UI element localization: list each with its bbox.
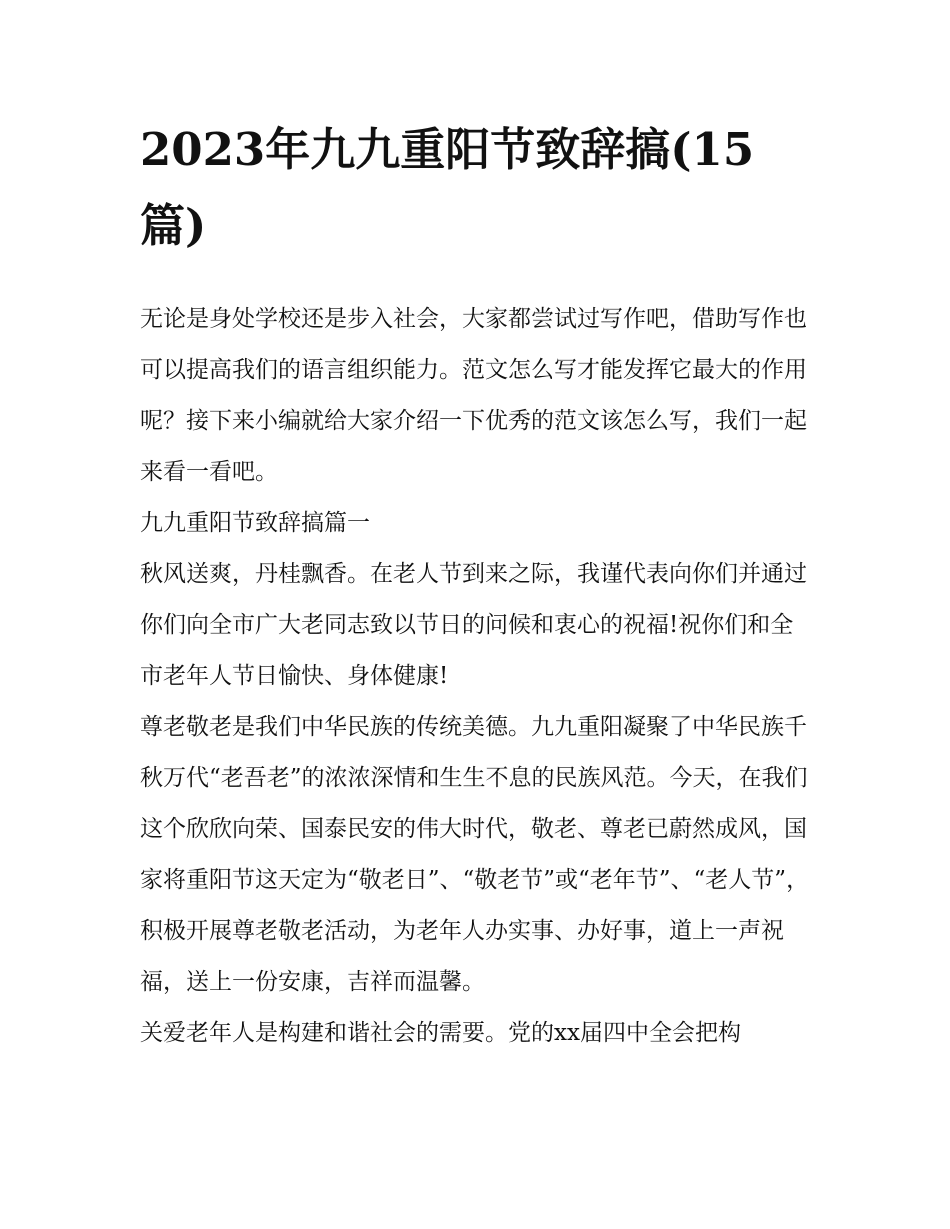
document-page bbox=[140, 112, 812, 1059]
paragraph-intro: 无论是身处学校还是步入社会，大家都尝试过写作吧，借助写作也可以提高我们的语言组织能力。范文怎么写才能发挥它最大的作用呢？接下来小编就给大家介绍一下优秀的范文该怎么写，我们一起来看一看吧。 bbox=[140, 306, 807, 485]
document-body bbox=[140, 294, 812, 1059]
paragraph: 尊老敬老是我们中华民族的传统美德。九九重阳凝聚了中华民族千秋万代“老吾老”的浓浓深情和生生不息的民族风范。今天，在我们这个欣欣向荣、国泰民安的伟大时代，敬老、尊老已蔚然成风，国家将重阳节这天定为“敬老日”、“敬老节”或“老年节”、“老人节”， bbox=[140, 714, 810, 893]
paragraph: 秋风送爽，丹桂飘香。在老人节到来之际，我谨代表向你们并通过你们向全市广大老同志致以节日的问候和衷心的祝福!祝你们和全市老年人节日愉快、身体健康! bbox=[140, 561, 807, 689]
paragraph: 积极开展尊老敬老活动，为老年人办实事、办好事，道上一声祝福，送上一份安康，吉祥而温馨。 bbox=[140, 918, 784, 995]
paragraph: 关爱老年人是构建和谐社会的需要。党的xx届四中全会把构 bbox=[140, 1020, 741, 1046]
document-title: 2023年九九重阳节致辞搞(15篇) bbox=[140, 123, 755, 252]
section-heading: 九九重阳节致辞搞篇一 bbox=[140, 510, 370, 536]
